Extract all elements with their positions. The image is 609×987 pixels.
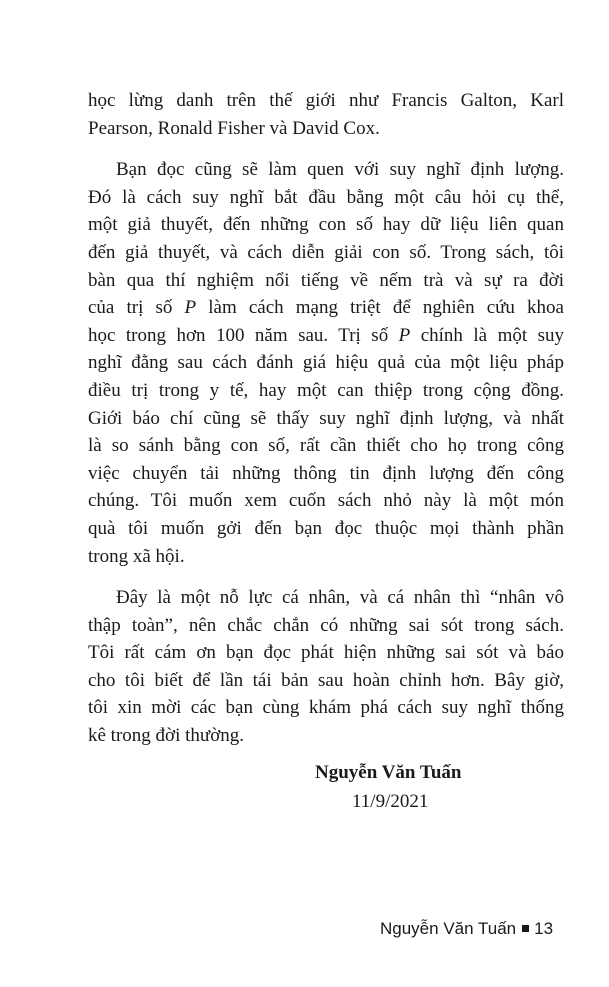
- paragraph-2: [88, 156, 564, 570]
- text-line: kê trong đời thường.: [88, 725, 244, 747]
- text-line: thập toàn”, nên chắc chắn có những sai sót trong sách.: [88, 614, 564, 636]
- signature-block: [315, 758, 515, 816]
- text-line: Tôi rất cám ơn bạn đọc phát hiện những sai sót và báo: [88, 642, 564, 664]
- signature-name: Nguyễn Văn Tuấn: [315, 762, 462, 783]
- text-line: tôi xin mời các bạn cùng khám phá cách suy nghĩ thống: [88, 697, 564, 719]
- text-line: của trị số P làm cách mạng triệt để nghiên cứu khoa: [88, 297, 564, 319]
- page-footer: [380, 918, 570, 940]
- footer-author: Nguyễn Văn Tuấn: [380, 919, 517, 938]
- p-value-symbol: P: [398, 324, 411, 346]
- body-text: [88, 87, 564, 750]
- text-line: Bạn đọc cũng sẽ làm quen với suy nghĩ định lượng.: [116, 159, 564, 181]
- page-number: 13: [534, 919, 554, 938]
- text-line: quà tôi muốn gởi đến bạn đọc thuộc mọi thành phần: [88, 517, 564, 539]
- paragraph-1: [88, 87, 564, 142]
- text-line: đến giả thuyết, và cách diễn giải con số. Trong sách, tôi: [88, 241, 564, 263]
- text-line: học trong hơn 100 năm sau. Trị số P chính là một suy: [88, 324, 564, 346]
- text-line: bàn qua thí nghiệm nổi tiếng về nếm trà và sự ra đời: [88, 269, 564, 291]
- square-bullet-icon: [522, 925, 529, 932]
- text-line: một giả thuyết, đến những con số hay dữ liệu liên quan: [88, 214, 564, 236]
- text-line: Đó là cách suy nghĩ bắt đầu bằng một câu hỏi cụ thể,: [88, 186, 564, 208]
- text-line: Giới báo chí cũng sẽ thấy suy nghĩ định lượng, và nhất: [88, 407, 564, 429]
- text-line: nghĩ đằng sau cách đánh giá hiệu quả của một liệu pháp: [88, 352, 564, 374]
- text-line: cho tôi biết để lần tái bản sau hoàn chỉnh hơn. Bây giờ,: [88, 669, 564, 691]
- text-line: trong xã hội.: [88, 545, 185, 567]
- text-line: là so sánh bằng con số, rất cần thiết cho họ trong công: [88, 435, 564, 457]
- text-line: điều trị trong y tế, hay một can thiệp trong cộng đồng.: [88, 379, 564, 401]
- signature-date: 11/9/2021: [352, 791, 429, 812]
- paragraph-3: [88, 584, 564, 750]
- text-line: học lừng danh trên thế giới như Francis Galton, Karl: [88, 90, 564, 111]
- text-line: việc chuyển tải những thông tin định lượng đến công: [88, 462, 564, 484]
- text-line: Pearson, Ronald Fisher và David Cox.: [88, 117, 380, 139]
- text-line: chúng. Tôi muốn xem cuốn sách nhỏ này là một món: [88, 490, 564, 512]
- text-line: Đây là một nỗ lực cá nhân, và cá nhân thì “nhân vô: [116, 587, 564, 609]
- p-value-symbol: P: [184, 297, 197, 319]
